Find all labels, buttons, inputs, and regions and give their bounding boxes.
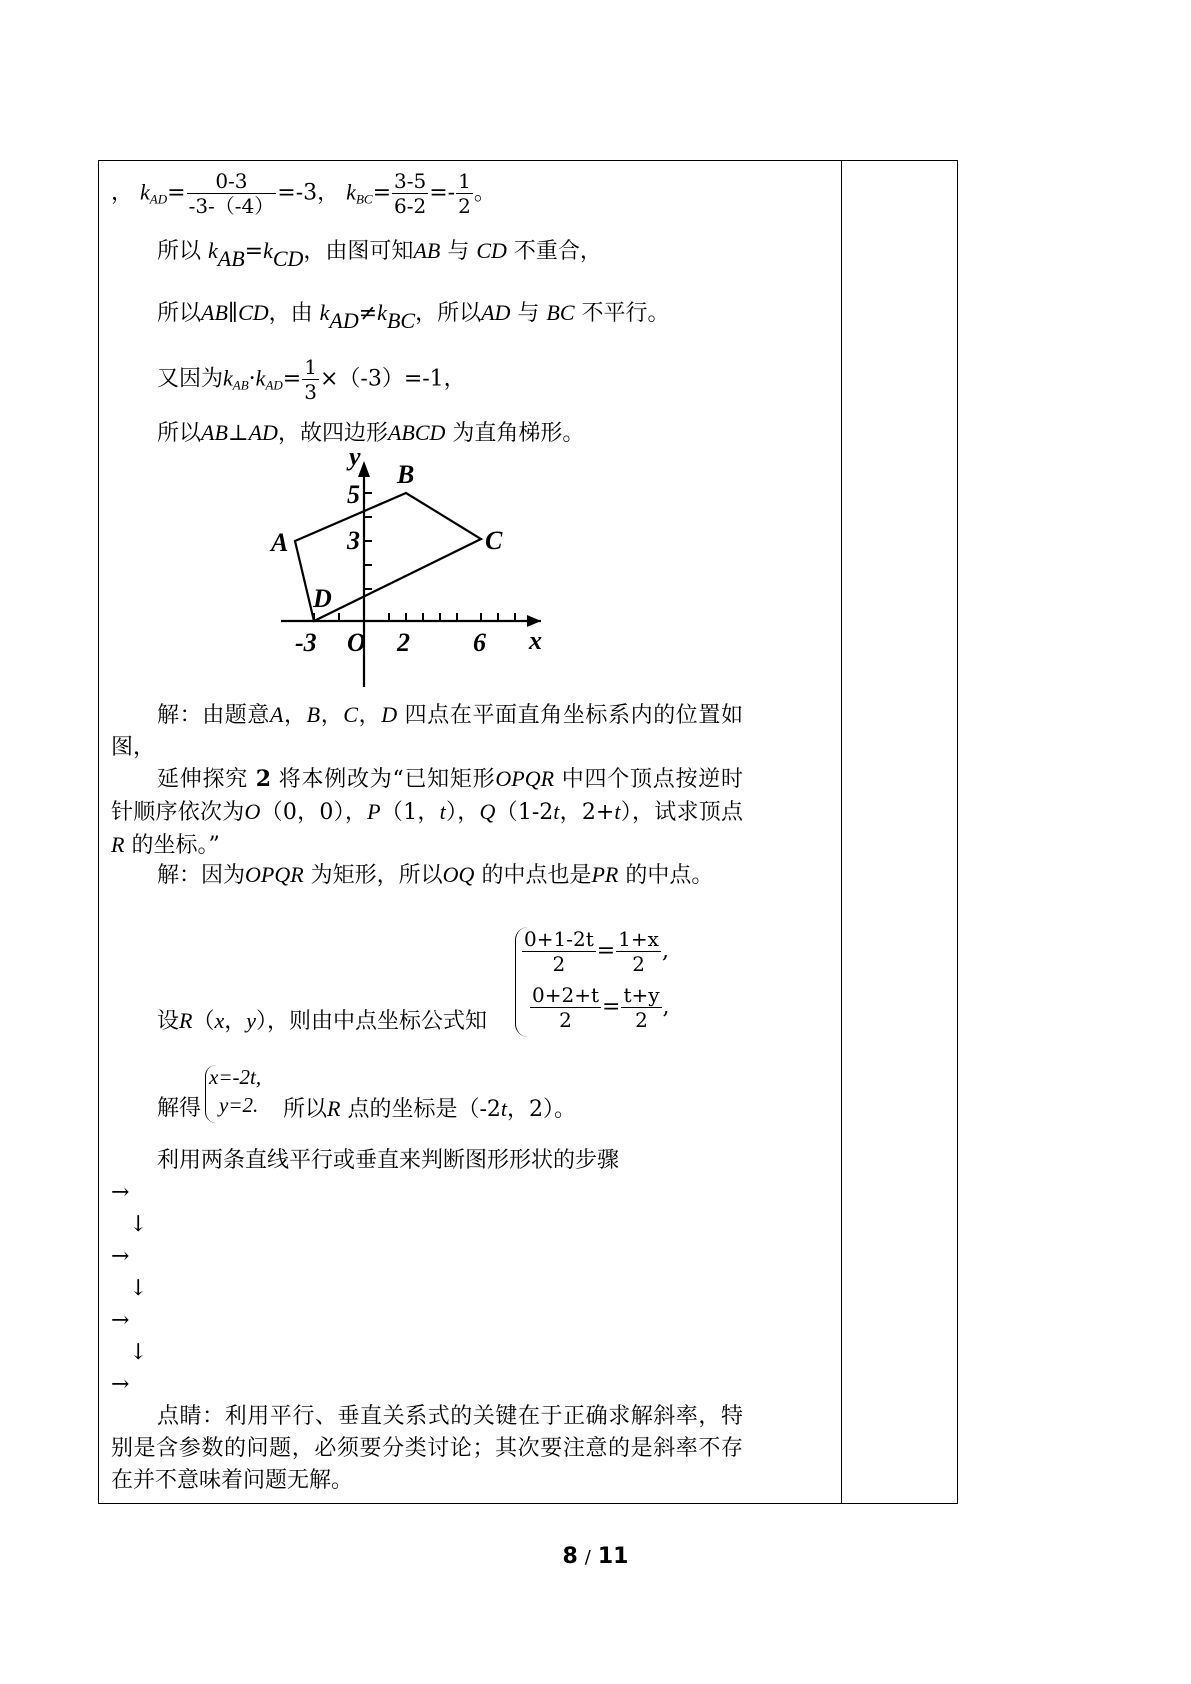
column-divider <box>841 161 842 1503</box>
arrow-down: ↓ <box>129 1340 148 1365</box>
y-tick-label: 5 <box>347 480 360 509</box>
fraction: $\frac{1}{3}$ <box>304 355 317 404</box>
equation-1: $\frac{0+1-2t}{2}$ = $\frac{1+x}{2}$ , <box>524 927 669 976</box>
arrow-right: → <box>111 1244 130 1269</box>
slope-calc-line: ， $k_{AD}=$ $\frac{0-3}{-3-(-4)}$ =-3， $k_{BC}=$ $\frac{3-5}{6-2}$ =- $\frac{1}{2}$ 。 <box>111 169 496 218</box>
point-b-label: B <box>397 460 415 489</box>
arrow-down: ↓ <box>129 1212 148 1237</box>
solution-paragraph: 解：由题意A，B，C，D 四点在平面直角坐标系内的位置如图， <box>111 702 743 760</box>
perpendicular-calc-line: 又因为$k_{AB}\cdot k_{AD}=$ $\frac{1}{3}$ ×（-3）=-1， <box>157 355 466 404</box>
fraction: $\frac{1}{2}$ <box>458 169 471 218</box>
system-eq-1: x=-2t, <box>209 1065 262 1089</box>
origin-label: O <box>347 628 366 657</box>
note-paragraph: 点睛：利用平行、垂直关系式的关键在于正确求解斜率，特别是含参数的问题，必须要分类讨论；其次要注意的是斜率不存在并不意味着问题无解。 <box>111 1404 743 1493</box>
coordinate-figure <box>261 447 561 697</box>
solve-label: 解得 <box>157 1096 202 1121</box>
y-tick-label: 3 <box>347 526 360 555</box>
y-axis-label: y <box>349 447 361 471</box>
conclusion-line: 所以AB⊥AD，故四边形ABCD 为直角梯形。 <box>157 420 585 446</box>
rectangle-paragraph: 解：因为OPQR 为矩形，所以OQ 的中点也是PR 的中点。 <box>157 862 714 888</box>
extension-paragraph: 延伸探究 2 将本例改为“已知矩形OPQR 中四个顶点按逆时针顺序依次为O（0，0），P（1，t），Q（1-2t，2+t），试求顶点R 的坐标。” <box>111 766 743 858</box>
not-parallel-line: 所以AB∥CD，由 kAD≠kBC，所以AD 与 BC 不平行。 <box>157 300 670 333</box>
fraction: $\frac{0-3}{-3-(-4)}$ <box>188 169 275 218</box>
steps-heading: 利用两条直线平行或垂直来判断图形形状的步骤 <box>157 1148 620 1173</box>
point-c-label: C <box>485 526 503 555</box>
arrow-down: ↓ <box>129 1276 148 1301</box>
arrow-right: → <box>111 1308 130 1333</box>
content-table <box>98 160 958 1504</box>
x-tick-label: -3 <box>295 628 317 657</box>
x-tick-label: 6 <box>473 628 486 657</box>
fraction: $\frac{3-5}{6-2}$ <box>394 169 427 218</box>
x-tick-label: 2 <box>397 628 410 657</box>
result-text: 所以R 点的坐标是（-2t，2）。 <box>283 1096 577 1122</box>
midpoint-line: 设R（x，y），则由中点坐标公式知 <box>157 1008 488 1034</box>
page-number: 8 / 11 <box>562 1544 629 1569</box>
arrow-right: → <box>111 1180 130 1205</box>
point-d-label: D <box>313 584 332 613</box>
system-eq-2: y=2. <box>219 1093 259 1117</box>
arrow-right: → <box>111 1372 130 1397</box>
point-a-label: A <box>271 528 289 557</box>
equation-2: $\frac{0+2+t}{2}$ = $\frac{t+y}{2}$ , <box>532 983 670 1032</box>
x-axis-label: x <box>529 626 542 655</box>
parallel-line: 所以 kAB=kCD，由图可知AB 与 CD 不重合， <box>157 238 602 271</box>
